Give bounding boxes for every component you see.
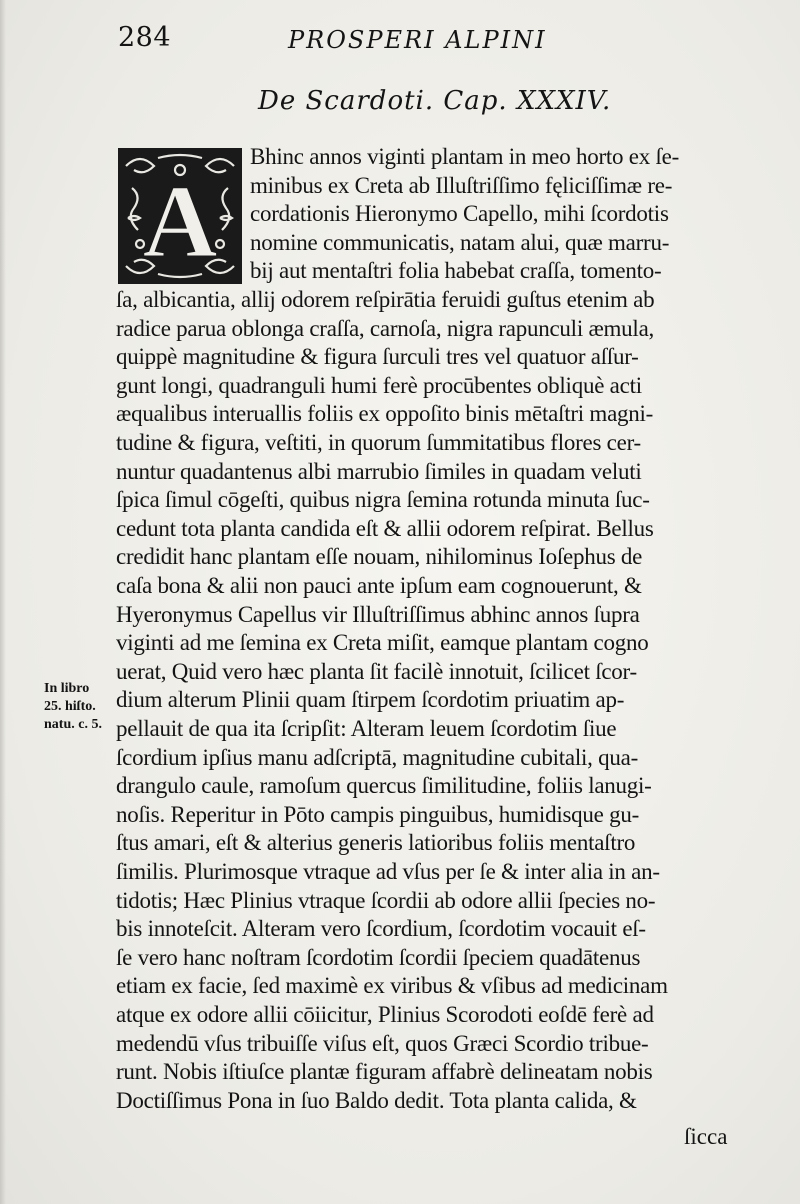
ornamental-initial-icon <box>118 148 242 284</box>
text-line: ſimilis. Plurimosque vtraque ad vſus per ſe & inter alia in an- <box>116 859 660 884</box>
marginal-note-line: In libro <box>44 681 90 696</box>
text-line: tidotis; Hæc Plinius vtraque ſcordii ab odore allii ſpecies no- <box>116 887 656 913</box>
text-line: tudine & figura, veſtiti, in quorum ſummitatibus flores cer- <box>116 430 641 455</box>
text-line: nuntur quadantenus albi marrubio ſimiles in quadam veluti <box>116 458 642 484</box>
text-line: atque ex odore allii cōiicitur, Plinius Scorodoti eoſdē ferè ad <box>116 1002 654 1027</box>
text-line: runt. Nobis iſtiuſce plantæ figuram affabrè delineatam nobis <box>116 1059 653 1085</box>
text-line: Bhinc annos viginti plantam in meo horto ex ſe- <box>250 144 680 169</box>
decorated-initial <box>118 148 242 284</box>
text-line: dium alterum Plinii quam ſtirpem ſcordotim priuatim ap- <box>116 687 625 713</box>
running-title: PROSPERI ALPINI <box>288 26 547 54</box>
text-line: drangulo caule, ramoſum quercus ſimilitudine, foliis lanugi- <box>116 773 652 799</box>
chapter-heading: De Scardoti. Cap. XXXIV. <box>258 86 612 116</box>
marginal-note-line: 25. hiſto. <box>44 699 96 714</box>
text-line: bij aut mentaſtri folia habebat craſſa, tomento- <box>250 258 662 284</box>
text-line: credidit hanc plantam eſſe nouam, nihilominus Ioſephus de <box>116 544 643 570</box>
text-line: ſpica ſimul cōgeſti, quibus nigra ſemina rotunda minuta ſuc- <box>116 487 650 513</box>
text-line: cordationis Hieronymo Capello, mihi ſcordotis <box>250 201 669 227</box>
text-line: æqualibus interuallis foliis ex oppoſito binis mētaſtri magni- <box>116 401 654 427</box>
text-line: medendū vſus tribuiſſe viſus eſt, quos Græci Scordio tribue- <box>116 1030 649 1056</box>
running-head <box>112 20 672 60</box>
text-line: gunt longi, quadranguli humi ferè procūbentes obliquè acti <box>116 372 642 398</box>
text-line: nomine communicatis, natam alui, quæ marru- <box>250 229 670 255</box>
text-line: uerat, Quid vero hæc planta ſit facilè innotuit, ſcilicet ſcor- <box>116 658 637 684</box>
text-line: bis innoteſcit. Alteram vero ſcordium, ſcordotim vocauit eſ- <box>116 916 646 942</box>
text-line: ſa, albicantia, allij odorem reſpirātia feruidi guſtus etenim ab <box>116 287 655 312</box>
text-line: ſe vero hanc noſtram ſcordotim ſcordii ſpeciem quadātenus <box>116 944 641 970</box>
text-line: ſcordium ipſius manu adſcriptā, magnitudine cubitali, qua- <box>116 744 639 770</box>
catchword: ſicca <box>684 1124 728 1149</box>
marginal-note-line: natu. c. 5. <box>44 717 102 732</box>
text-line: viginti ad me ſemina ex Creta miſit, eamque plantam cogno <box>116 630 649 656</box>
text-line: noſis. Reperitur in Pōto campis pinguibus, humidisque gu- <box>116 801 640 827</box>
text-line: caſa bona & alii non pauci ante ipſum eam cognouerunt, & <box>116 573 642 598</box>
marginal-note <box>44 680 119 734</box>
text-line: minibus ex Creta ab Illuſtriſſimo fęliciſſimæ re- <box>250 172 673 198</box>
text-line: etiam ex facie, ſed maximè ex viribus & vſibus ad medicinam <box>116 973 668 999</box>
svg-text:A: A <box>142 164 218 279</box>
text-line: radice parua oblonga craſſa, carnoſa, nigra rapunculi æmula, <box>116 315 655 341</box>
text-line: ſtus amari, eſt & alterius generis latioribus foliis mentaſtro <box>116 830 636 856</box>
page-number: 284 <box>118 22 172 53</box>
text-line: Hyeronymus Capellus vir Illuſtriſſimus abhinc annos ſupra <box>116 601 640 627</box>
text-line: pellauit de qua ita ſcripſit: Alteram leuem ſcordotim ſiue <box>116 716 617 741</box>
text-line: quippè magnitudine & figura ſurculi tres vel quatuor aſſur- <box>116 344 639 370</box>
text-line: Doctiſſimus Pona in ſuo Baldo dedit. Tota planta calida, & <box>116 1087 637 1113</box>
text-line: cedunt tota planta candida eſt & allii odorem reſpirat. Bellus <box>116 515 654 541</box>
